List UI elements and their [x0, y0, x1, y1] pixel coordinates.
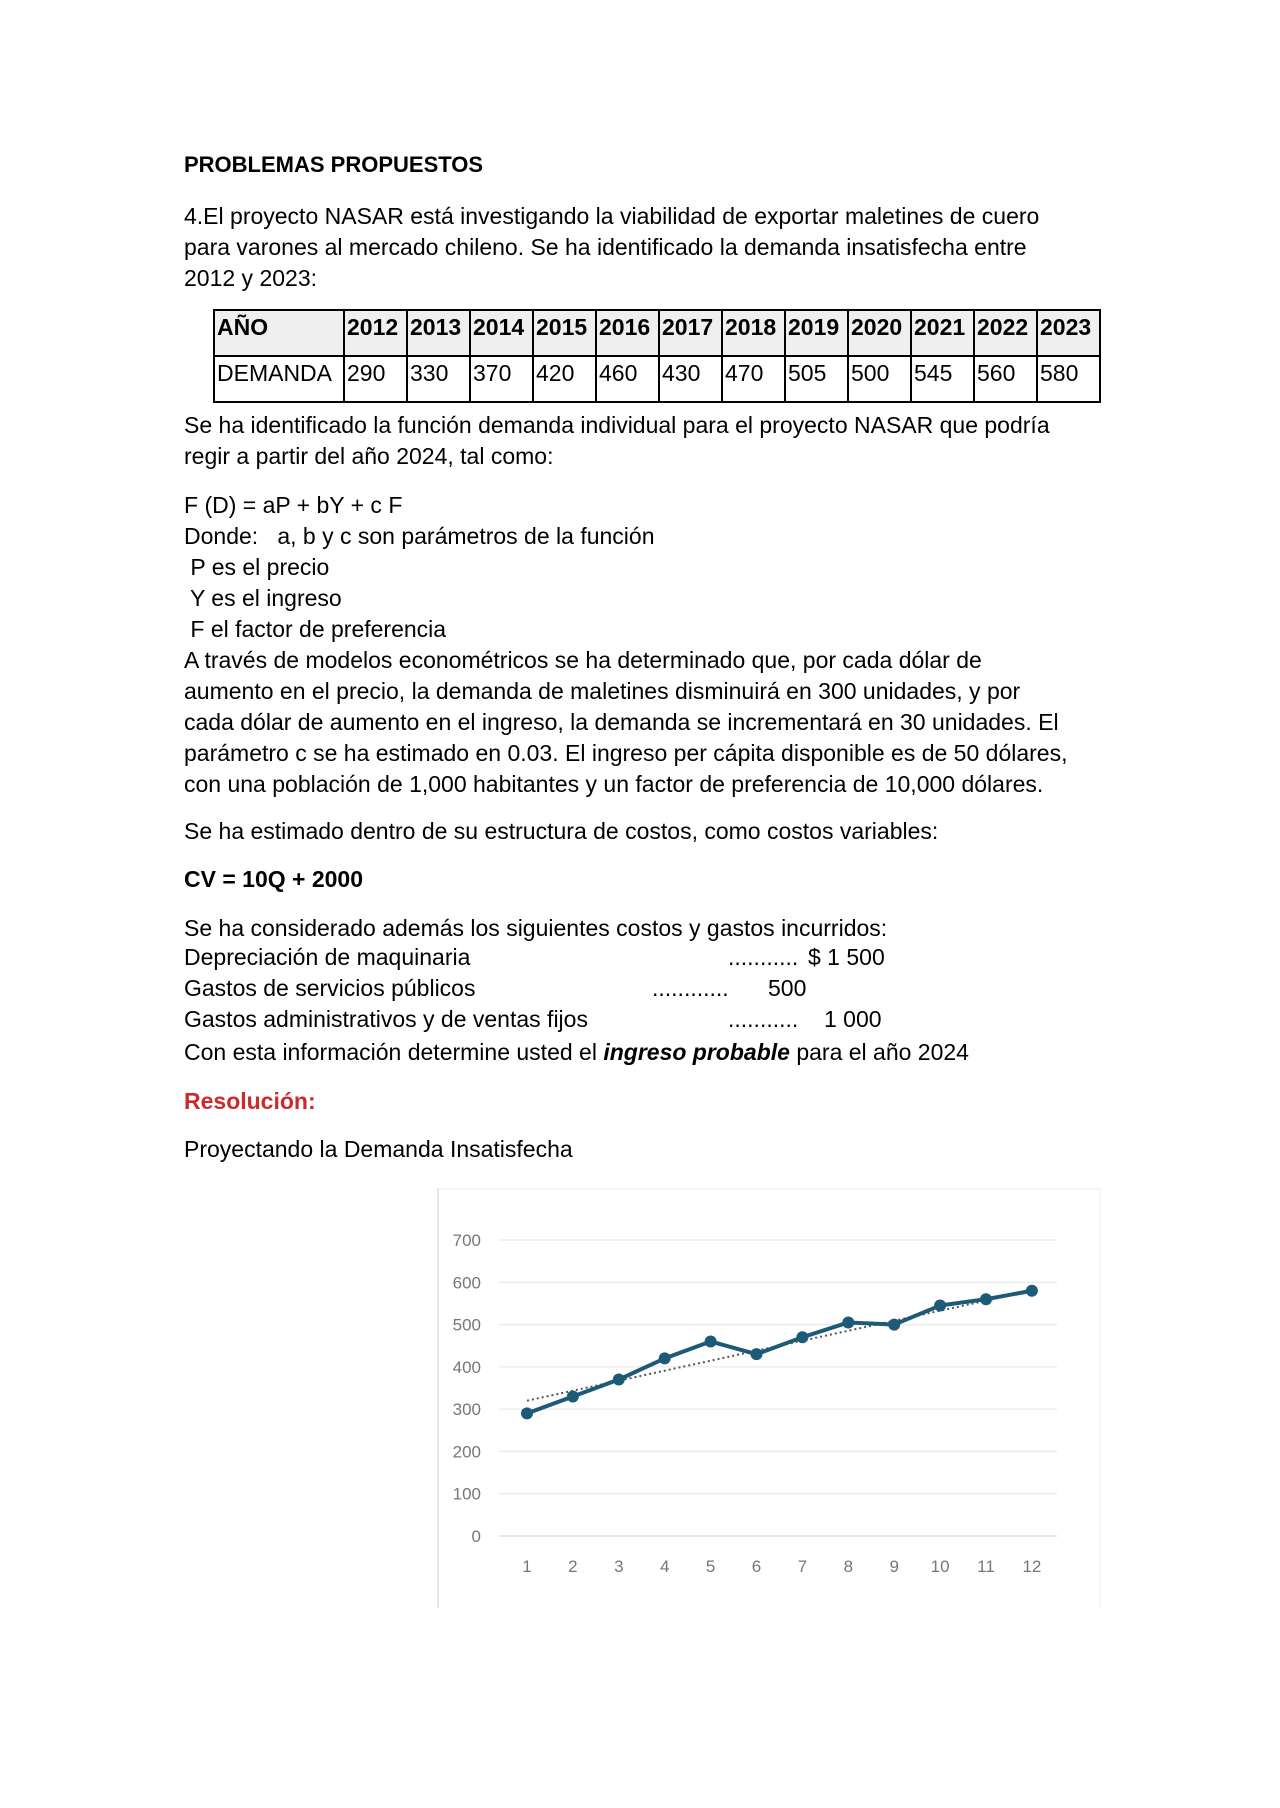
- econ-line: cada dólar de aumento en el ingreso, la demanda se incrementará en 30 unidades. El: [184, 709, 1059, 735]
- y-tick-label: 600: [452, 1273, 481, 1293]
- formula-line: F (D) = aP + bY + c F: [184, 492, 403, 518]
- formula-block: [184, 490, 1104, 800]
- year-cell: 2012: [344, 310, 407, 356]
- demand-cell: 545: [911, 356, 974, 402]
- demand-cell: 370: [470, 356, 533, 402]
- x-tick-label: 9: [889, 1557, 899, 1576]
- expense-label: Gastos de servicios públicos: [184, 975, 476, 1001]
- demand-cell: 500: [848, 356, 911, 402]
- x-tick-label: 10: [930, 1557, 950, 1576]
- expense-value: $ 1 500: [808, 944, 885, 970]
- demand-cell: 560: [974, 356, 1037, 402]
- demand-chart: [437, 1188, 1101, 1608]
- data-point: [796, 1331, 808, 1343]
- demand-cell: 330: [407, 356, 470, 402]
- x-tick-label: 5: [705, 1557, 716, 1576]
- formula-price: P es el precio: [184, 554, 330, 580]
- x-tick-label: 11: [977, 1557, 995, 1576]
- expenses-intro: Se ha considerado además los siguientes costos y gastos incurridos:: [184, 915, 888, 941]
- expense-dots: ............: [652, 975, 729, 1001]
- table-header-row: [214, 310, 1100, 356]
- intro-line: 4.El proyecto NASAR está investigando la viabilidad de exportar maletines de cuero: [184, 203, 1040, 229]
- demand-table: [213, 309, 1101, 403]
- x-tick-label: 2: [568, 1557, 578, 1576]
- y-tick-label: 700: [452, 1231, 481, 1250]
- y-tick-label: 400: [452, 1357, 481, 1377]
- year-cell: 2019: [785, 310, 848, 356]
- expense-dots: ...........: [728, 944, 799, 970]
- year-cell: 2014: [470, 310, 533, 356]
- formula-where: Donde: a, b y c son parámetros de la función: [184, 523, 655, 549]
- data-point: [659, 1352, 671, 1364]
- function-intro-line: Se ha identificado la función demanda individual para el proyecto NASAR que podría: [184, 412, 1050, 438]
- expense-label: Depreciación de maquinaria: [184, 944, 471, 970]
- demand-cell: 580: [1037, 356, 1100, 402]
- data-point: [934, 1300, 946, 1312]
- y-tick-label: 300: [452, 1400, 481, 1420]
- question-emphasis: ingreso probable: [603, 1039, 790, 1065]
- question-line: [184, 1037, 1104, 1068]
- expense-dots: ...........: [728, 1006, 799, 1032]
- year-cell: 2021: [911, 310, 974, 356]
- expense-value: 1 000: [824, 1006, 882, 1032]
- intro-line: 2012 y 2023:: [184, 265, 318, 291]
- econ-line: A través de modelos econométricos se ha determinado que, por cada dólar de: [184, 647, 982, 673]
- formula-income: Y es el ingreso: [184, 585, 342, 611]
- header-label-cell: AÑO: [214, 310, 344, 356]
- costs-intro: Se ha estimado dentro de su estructura de costos, como costos variables:: [184, 818, 939, 844]
- resolution-title: Resolución:: [184, 1088, 316, 1114]
- data-point: [613, 1374, 625, 1386]
- demand-cell: 460: [596, 356, 659, 402]
- function-intro-line: regir a partir del año 2024, tal como:: [184, 443, 554, 469]
- econ-line: aumento en el precio, la demanda de maletines disminuirá en 300 unidades, y por: [184, 678, 1021, 704]
- econ-line: parámetro c se ha estimado en 0.03. El ingreso per cápita disponible es de 50 dólares,: [184, 740, 1068, 766]
- year-cell: 2020: [848, 310, 911, 356]
- data-point: [842, 1316, 854, 1328]
- y-tick-label: 500: [452, 1315, 481, 1335]
- cv-formula: CV = 10Q + 2000: [184, 866, 364, 892]
- expense-value: 500: [768, 975, 807, 1001]
- demand-cell: 290: [344, 356, 407, 402]
- demand-cell: 505: [785, 356, 848, 402]
- y-tick-label: 100: [452, 1484, 481, 1504]
- year-cell: 2013: [407, 310, 470, 356]
- x-tick-label: 6: [751, 1557, 762, 1576]
- function-intro: [184, 410, 1104, 472]
- year-cell: 2017: [659, 310, 722, 356]
- data-point: [888, 1319, 900, 1331]
- x-tick-label: 3: [614, 1557, 624, 1576]
- year-cell: 2022: [974, 310, 1037, 356]
- series-line: [527, 1291, 1032, 1414]
- year-cell: 2015: [533, 310, 596, 356]
- year-cell: 2023: [1037, 310, 1100, 356]
- demand-cell: 420: [533, 356, 596, 402]
- year-cell: 2016: [596, 310, 659, 356]
- x-tick-label: 8: [843, 1557, 854, 1576]
- y-tick-label: 0: [471, 1527, 481, 1546]
- row-label-cell: DEMANDA: [214, 356, 344, 402]
- data-point: [705, 1335, 717, 1347]
- question-pre: Con esta información determine usted el: [184, 1039, 604, 1065]
- problem-intro: [184, 201, 1104, 294]
- data-point: [521, 1407, 533, 1419]
- demand-cell: 470: [722, 356, 785, 402]
- chart-svg: [437, 1188, 1101, 1608]
- econ-line: con una población de 1,000 habitantes y un factor de preferencia de 10,000 dólares.: [184, 771, 1044, 797]
- year-cell: 2018: [722, 310, 785, 356]
- data-point: [751, 1348, 763, 1360]
- projection-title: Proyectando la Demanda Insatisfecha: [184, 1136, 573, 1162]
- data-point: [567, 1390, 579, 1402]
- data-point: [980, 1293, 992, 1305]
- x-tick-label: 7: [797, 1557, 808, 1576]
- demand-cell: 430: [659, 356, 722, 402]
- data-point: [1026, 1285, 1038, 1297]
- formula-preference: F el factor de preferencia: [184, 616, 447, 642]
- expense-label: Gastos administrativos y de ventas fijos: [184, 1006, 588, 1032]
- x-tick-label: 1: [522, 1557, 532, 1576]
- section-heading: PROBLEMAS PROPUESTOS: [184, 152, 484, 177]
- table-row: [214, 356, 1100, 402]
- x-tick-label: 12: [1022, 1557, 1042, 1576]
- question-post: para el año 2024: [789, 1039, 969, 1065]
- y-tick-label: 200: [452, 1442, 481, 1462]
- intro-line: para varones al mercado chileno. Se ha identificado la demanda insatisfecha entre: [184, 234, 1027, 260]
- x-tick-label: 4: [659, 1557, 670, 1576]
